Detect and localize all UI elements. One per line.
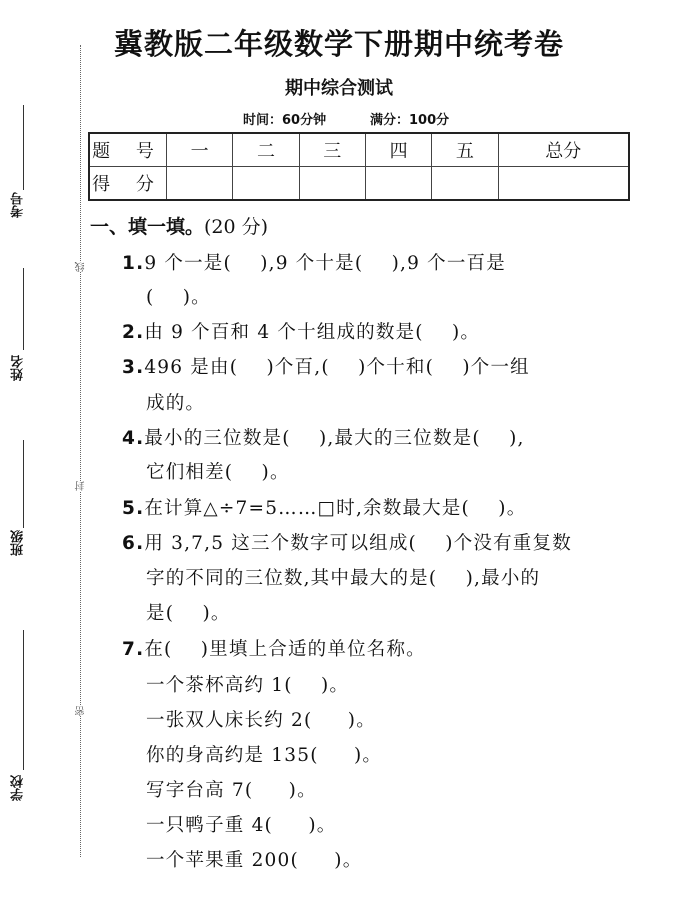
seal-mark-mi: 密 — [76, 706, 87, 716]
score-cell[interactable] — [233, 167, 299, 201]
question-6-line — [122, 529, 572, 555]
question-1-line — [146, 283, 211, 309]
question-7-line — [122, 635, 426, 661]
header-cell: 题 号 — [89, 133, 167, 167]
question-number: 2. — [122, 322, 145, 343]
question-text: ( )。 — [146, 287, 211, 308]
question-text: 一张双人床长约 2( )。 — [146, 710, 376, 731]
school-underline — [23, 630, 24, 770]
kaohao-label: 考号 — [11, 192, 26, 218]
score-table-score-row — [89, 167, 629, 201]
question-number: 1. — [122, 253, 145, 274]
seal-mark-xian: 线 — [76, 262, 87, 272]
seal-mark-feng: 封 — [76, 481, 87, 491]
question-text: 它们相差( )。 — [146, 462, 290, 483]
question-number: 6. — [122, 533, 145, 554]
question-6-line — [146, 599, 231, 625]
score-cell[interactable] — [432, 167, 498, 201]
section-points: (20 分) — [204, 216, 269, 238]
section-heading — [90, 212, 268, 239]
question-number: 5. — [122, 498, 145, 519]
question-7-line — [146, 846, 362, 872]
header-cell: 四 — [365, 133, 431, 167]
question-4-line — [146, 458, 290, 484]
score-cell[interactable] — [167, 167, 233, 201]
question-text: 成的。 — [146, 393, 206, 414]
question-4-line — [122, 424, 525, 450]
name-underline — [23, 268, 24, 350]
name-label: 姓名 — [11, 355, 26, 381]
score-cell[interactable] — [498, 167, 629, 201]
score-table — [88, 132, 630, 201]
question-text: 在( )里填上合适的单位名称。 — [144, 639, 426, 660]
header-cell: 五 — [432, 133, 498, 167]
question-7-line — [146, 741, 382, 767]
question-7-line — [146, 811, 337, 837]
question-6-line — [146, 564, 540, 590]
question-2-line — [122, 318, 480, 344]
header-cell: 三 — [299, 133, 365, 167]
header-cell: 一 — [167, 133, 233, 167]
question-text: 用 3,7,5 这三个数字可以组成( )个没有重复数 — [144, 533, 572, 554]
question-text: 由 9 个百和 4 个十组成的数是( )。 — [144, 322, 481, 343]
question-text: 一个茶杯高约 1( )。 — [146, 675, 350, 696]
class-label: 班级 — [11, 530, 26, 556]
question-text: 是( )。 — [146, 603, 231, 624]
school-label: 学校 — [11, 775, 26, 801]
question-3-line — [122, 353, 530, 379]
header-cell: 总分 — [498, 133, 629, 167]
question-text: 在计算△÷7=5……□时,余数最大是( )。 — [144, 498, 527, 519]
question-text: 一个苹果重 200( )。 — [146, 850, 363, 871]
question-number: 4. — [122, 428, 145, 449]
class-underline — [23, 440, 24, 528]
score-cell[interactable] — [299, 167, 365, 201]
question-text: 496 是由( )个百,( )个十和( )个一组 — [144, 357, 530, 378]
question-text: 最小的三位数是( ),最大的三位数是( ), — [144, 428, 525, 449]
question-1-line — [122, 249, 506, 275]
question-7-line — [146, 671, 349, 697]
kaohao-underline — [23, 105, 24, 190]
question-number: 3. — [122, 357, 145, 378]
score-cell[interactable] — [365, 167, 431, 201]
full-score: 满分：100分 — [370, 113, 450, 128]
question-text: 你的身高约是 135( )。 — [146, 745, 383, 766]
question-number: 7. — [122, 639, 145, 660]
page-subtitle: 期中综合测试 — [285, 78, 393, 99]
page-title: 冀教版二年级数学下册期中统考卷 — [113, 27, 564, 61]
question-text: 9 个一是( ),9 个十是( ),9 个一百是 — [144, 253, 506, 274]
section-title: 一、填一填。 — [90, 216, 205, 238]
header-cell: 二 — [233, 133, 299, 167]
question-5-line — [122, 494, 526, 520]
score-table-header-row — [89, 133, 629, 167]
question-text: 一只鸭子重 4( )。 — [146, 815, 337, 836]
question-3-line — [146, 389, 205, 415]
question-7-line — [146, 706, 376, 732]
question-7-line — [146, 776, 317, 802]
score-row-label: 得 分 — [89, 167, 167, 201]
question-text: 写字台高 7( )。 — [146, 780, 317, 801]
time-limit: 时间：60分钟 — [243, 113, 327, 128]
binding-dotted-line — [80, 45, 81, 857]
question-text: 字的不同的三位数,其中最大的是( ),最小的 — [146, 568, 541, 589]
